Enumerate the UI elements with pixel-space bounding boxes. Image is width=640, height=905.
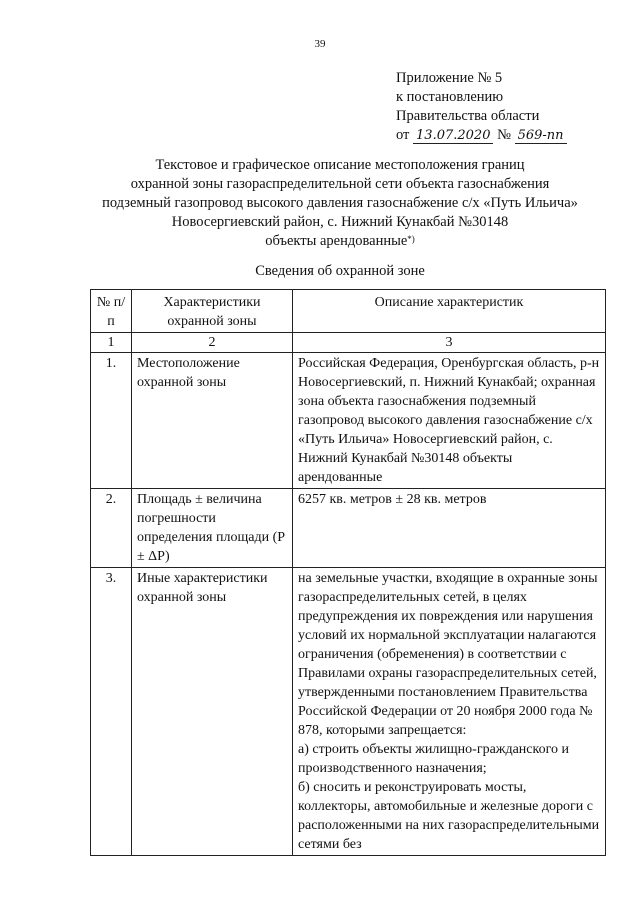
row-number: 1. [91, 353, 132, 489]
table-row [91, 353, 606, 489]
section-title: Сведения об охранной зоне [255, 263, 425, 279]
appendix-line-3: Правительства области [396, 108, 540, 124]
handwritten-number: 569-пп [515, 128, 567, 144]
title-line-4: Новосергиевский район, с. Нижний Кунакбай №30148 [171, 214, 509, 230]
handwritten-date: 13.07.2020 [413, 128, 493, 144]
title-line-2: охранной зоны газораспределительной сети объекта газоснабжения [130, 176, 550, 192]
appendix-date-line [396, 126, 567, 145]
header-number: № п/п [91, 290, 132, 333]
appendix-line-1: Приложение № 5 [396, 70, 503, 86]
index-cell: 1 [91, 333, 132, 353]
title-line-5 [60, 232, 620, 251]
header-description: Описание характеристик [293, 290, 606, 333]
title-line-1: Текстовое и графическое описание местоположения границ [155, 157, 525, 173]
row-characteristic: Местоположение охранной зоны [132, 353, 293, 489]
row-description: Российская Федерация, Оренбургская область, р-н Новосергиевский, п. Нижний Кунакбай; охранная зона объекта газоснабжения подземный газопровод высокого давления газоснабжение с/х «Путь Ильича» Новосергиевский район, с. Нижний Кунакбай №30148 объекты арендованные [293, 353, 606, 489]
restriction-item-a: а) строить объекты жилищно-гражданского и производственного назначения; [298, 742, 569, 776]
row-characteristic: Площадь ± величина погрешности определения площади (Р ± ΔР) [132, 489, 293, 568]
row-description: на земельные участки, входящие в охранные зоны газораспределительных сетей, в целях предупреждения их повреждения или нарушения условий их нормальной эксплуатации налагаются ограничения (обременения) в соответствии с Правилами охраны газораспределительных сетей, утвержденными постановлением Правительства Российской Федерации от 20 ноября 2000 года № 878, которыми запрещается: [298, 571, 598, 738]
appendix-line-2: к постановлению [396, 89, 504, 105]
date-prefix: от [396, 127, 410, 143]
restriction-item-b: б) сносить и реконструировать мосты, коллекторы, автомобильные и железные дороги с расположенными на них газораспределительными сетями без [298, 780, 600, 852]
row-number: 3. [91, 568, 132, 856]
title-line-5-text: объекты арендованные [265, 233, 408, 249]
appendix-block [396, 69, 567, 145]
footnote-mark: *) [407, 234, 415, 244]
row-description: 6257 кв. метров ± 28 кв. метров [293, 489, 606, 568]
row-description-cell [293, 568, 606, 856]
table-header-row [91, 290, 606, 333]
row-characteristic: Иные характеристики охранной зоны [132, 568, 293, 856]
table-row [91, 489, 606, 568]
table-row [91, 568, 606, 856]
table-index-row [91, 333, 606, 353]
page-number: 39 [314, 38, 326, 50]
zone-info-table [90, 289, 606, 856]
header-characteristics: Характеристики охранной зоны [132, 290, 293, 333]
title-line-3: подземный газопровод высокого давления газоснабжение с/х «Путь Ильича» [102, 195, 578, 211]
row-number: 2. [91, 489, 132, 568]
index-cell: 2 [132, 333, 293, 353]
number-prefix: № [497, 127, 511, 143]
document-title [60, 156, 620, 251]
index-cell: 3 [293, 333, 606, 353]
